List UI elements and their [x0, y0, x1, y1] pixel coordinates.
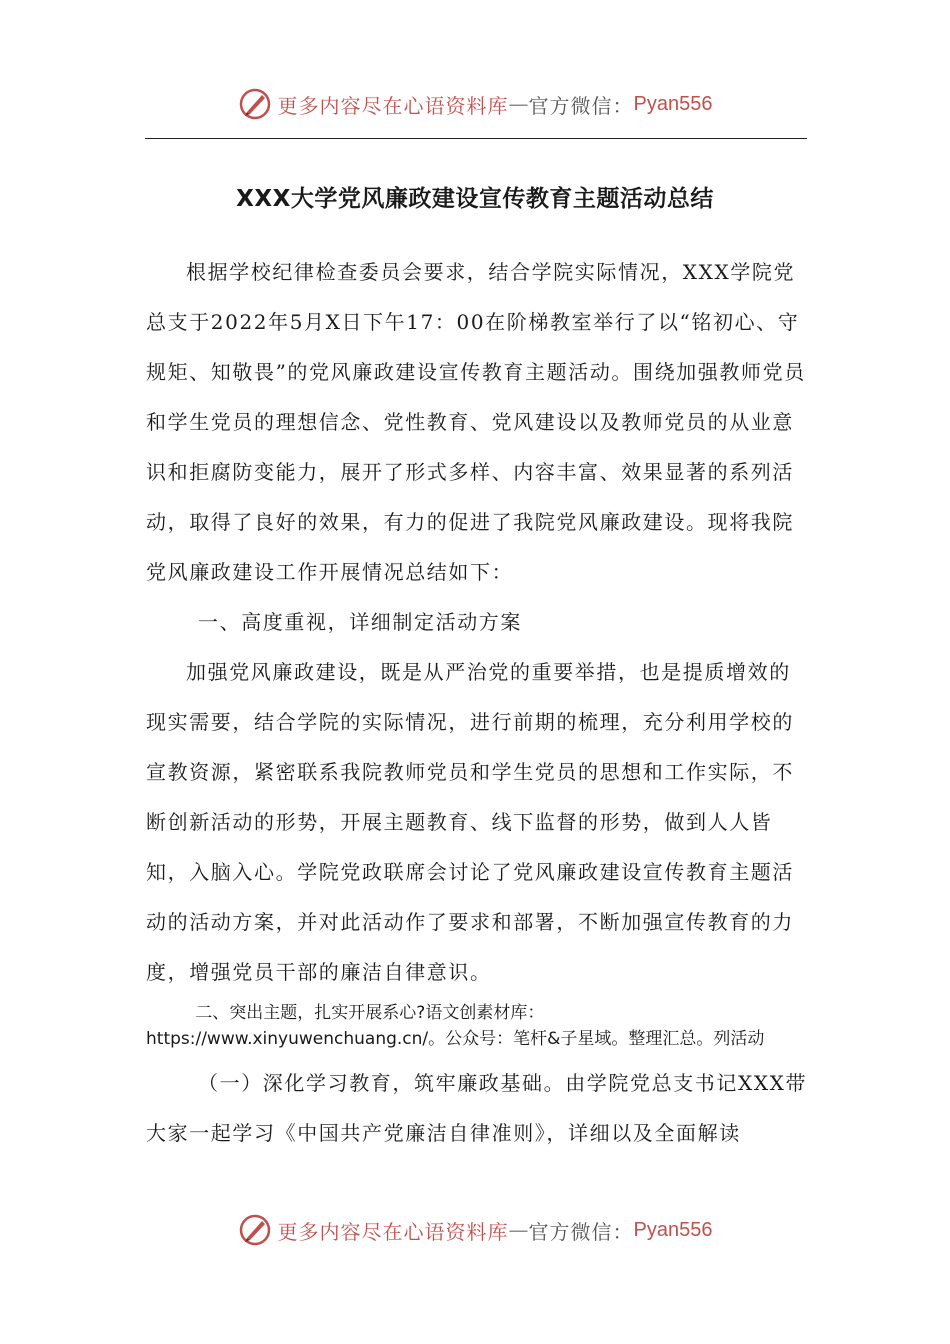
banner-contact: 官方微信： — [528, 1219, 634, 1244]
document-body — [146, 247, 810, 1158]
document-title: XXX大学党风廉政建设宣传教育主题活动总结 — [236, 186, 714, 212]
footer-banner — [0, 1210, 950, 1250]
paragraph-subsection-1: （一）深化学习教育，筑牢廉政基础。由学院党总支书记XXX带大家一起学习《中国共产党廉洁自律准则》，详细以及全面解读 — [146, 1071, 808, 1145]
header-banner — [0, 84, 950, 124]
banner-wechat-id: Pyan556 — [633, 1218, 713, 1241]
header-divider — [145, 138, 807, 139]
banner-separator: — — [508, 92, 529, 116]
paragraph-section-1: 加强党风廉政建设，既是从严治党的重要举措，也是提质增效的现实需要，结合学院的实际情况，进行前期的梳理，充分利用学校的宣教资源，紧密联系我院教师党员和学生党员的思想和工作实际，不断创新活动的形势，开展主题教育、线下监督的形势，做到人人皆知，入脑入心。学院党政联席会讨论了党风廉政建设宣传教育主题活动的活动方案，并对此活动作了要求和部署，不断加强宣传教育的力度，增强党员干部的廉洁自律意识。 — [146, 660, 794, 984]
banner-text: 更多内容尽在心语资料库 — [277, 1219, 509, 1244]
banner-text: 更多内容尽在心语资料库 — [277, 93, 509, 118]
paragraph-intro: 根据学校纪律检查委员会要求，结合学院实际情况，XXX学院党总支于2022年5月X日下午17：00在阶梯教室举行了以“铭初心、守规矩、知敬畏”的党风廉政建设宣传教育主题活动。围绕加强教师党员和学生党员的理想信念、党性教育、党风建设以及教师党员的从业意识和拒腐防变能力，展开了形式多样、内容丰富、效果显著的系列活动，取得了良好的效果，有力的促进了我院党风廉政建设。现将我院党风廉政建设工作开展情况总结如下： — [146, 260, 806, 584]
pen-logo-icon — [238, 1213, 272, 1247]
banner-contact: 官方微信： — [528, 93, 634, 118]
section-heading-2: 二、突出主题，扎实开展系心?语文创素材库：https://www.xinyuwenchuang.cn/。公众号：笔杆&子星域。整理汇总。列活动 — [146, 1003, 765, 1049]
banner-separator: — — [508, 1218, 529, 1242]
banner-wechat-id: Pyan556 — [633, 92, 713, 115]
section-heading-1: 一、高度重视，详细制定活动方案 — [198, 610, 522, 634]
pen-logo-icon — [238, 87, 272, 121]
